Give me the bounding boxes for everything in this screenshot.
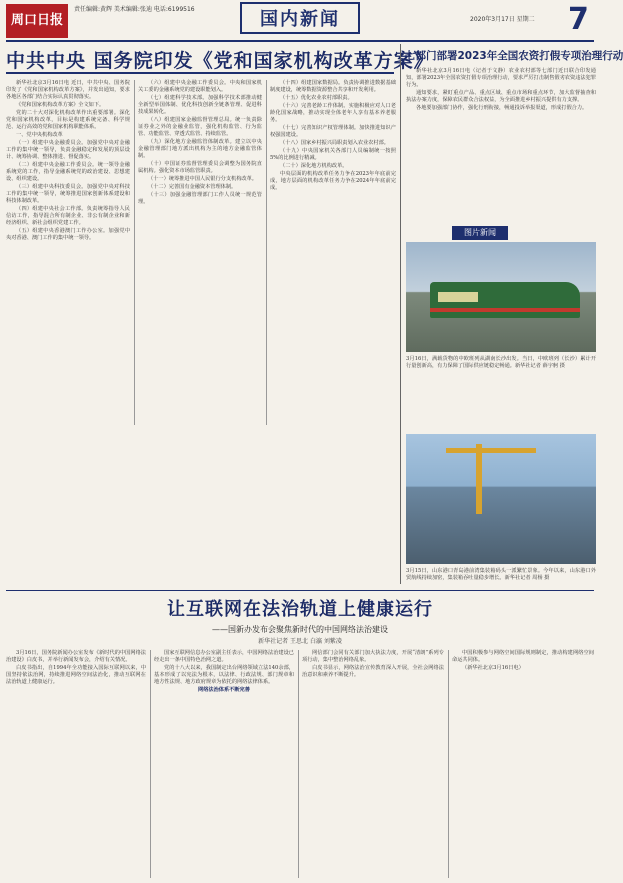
crane-arm-icon — [446, 448, 536, 453]
photo-news-tag: 图片新闻 — [452, 226, 508, 240]
article2-text — [406, 68, 596, 220]
article1-column-1 — [6, 80, 130, 425]
paragraph: 国家互联网信息办公室副主任表示，中国网络法治建设已经走出一条中国特色治网之道。 — [154, 650, 294, 663]
article3-column-3 — [302, 650, 444, 878]
lower-rule — [6, 590, 594, 591]
paragraph: （十）中国证券监督管理委员会调整为国务院直属机构。强化资本市场监管职责。 — [138, 161, 262, 174]
editor-info: 责任编辑:黄辉 美术编辑:张迪 电话:6199516 — [74, 6, 195, 13]
header-rule — [6, 40, 594, 42]
headline-bottom: 让互联网在法治轨道上健康运行 — [167, 599, 433, 620]
column-divider — [266, 80, 267, 425]
subheading: 网络法治体系不断完善 — [198, 687, 250, 693]
paragraph: 新华社北京3月16日电 近日，中共中央、国务院印发了《党和国家机构改革方案》，并发出通知，要求各地区各部门结合实际认真贯彻落实。 — [6, 80, 130, 100]
paragraph: 通知要求，紧盯重点产品、重点区域、重点市场和重点环节，加大监督抽查和执法办案力度，保障农民群众合法权益，为全面推进乡村振兴提供有力支撑。 — [406, 90, 596, 103]
paragraph: 3月16日，国务院新闻办公室发布《新时代的中国网络法治建设》白皮书，并举行新闻发布会，介绍有关情况。 — [6, 650, 146, 663]
article3-column-4 — [452, 650, 594, 878]
train-icon — [430, 282, 580, 318]
paragraph: （八）组建国家金融监督管理总局。统一负责除证券业之外的金融业监管，强化机构监管、行为监管、功能监管、穿透式监管、持续监管。 — [138, 117, 262, 137]
headline-rule — [6, 72, 394, 74]
paragraph: 中央层面的机构改革任务力争在2023年年底前完成，地方层面的机构改革任务力争在2024年年底前完成。 — [270, 171, 396, 191]
photo-caption-2: 3月15日，山东港口青岛港前湾集装箱码头一派繁忙景象。今年以来，山东港口外贸航线持续加密，集装箱吞吐量稳步增长。新华社记者 周杨 摄 — [406, 568, 596, 581]
section-title: 国内新闻 — [240, 2, 360, 34]
paragraph: （十四）组建国家数据局。负责协调推进数据基础制度建设，统筹数据资源整合共享和开发利用。 — [270, 80, 396, 93]
article3-column-1 — [6, 650, 146, 878]
article1-column-3 — [270, 80, 396, 425]
paragraph: （十七）完善知识产权管理体制。加快推进知识产权强国建设。 — [270, 125, 396, 138]
paragraph: （十八）国家乡村振兴局职责划入农业农村部。 — [280, 140, 389, 146]
paragraph: 一、党中央机构改革 — [16, 132, 63, 138]
photo-caption-1: 3月16日，满载货物的中欧班列从湖南长沙出发。当日，中欧班列（长沙）累计开行量创新高，有力保障了国际供应链稳定畅通。新华社记者 薛宇舸 摄 — [406, 356, 596, 369]
paragraph: （十二）完善国有金融资本管理体制。 — [148, 184, 237, 190]
paragraph: （十六）完善老龄工作体制。实施积极应对人口老龄化国家战略，推动实现全体老年人享有基本养老服务。 — [270, 103, 396, 123]
paragraph: （十五）优化农业农村部职责。 — [280, 95, 353, 101]
paragraph: （二）组建中央金融工作委员会。统一领导金融系统党的工作，指导金融系统党的政治建设、思想建设、组织建设。 — [6, 162, 130, 182]
paragraph: （十三）加强金融管理部门工作人员统一规范管理。 — [138, 192, 262, 205]
byline: 新华社记者 王思北 白瀛 刘紫凌 — [258, 638, 342, 645]
paragraph: 白皮书显示，网络法治宣传教育深入开展，全社会网络法治意识和素养不断提升。 — [302, 665, 444, 678]
paragraph: 《党和国家机构改革方案》全文如下。 — [16, 102, 105, 108]
paragraph: （三）组建中央科技委员会。加强党中央对科技工作的集中统一领导，统筹推进国家创新体系建设和科技体制改革。 — [6, 184, 130, 204]
paragraph: 白皮书指出，自1994年全功能接入国际互联网以来，中国坚持依法治网，持续推进网络空间法治化，推动互联网在法治轨道上健康运行。 — [6, 665, 146, 685]
paragraph: 党的二十大对深化机构改革作出重要部署。深化党和国家机构改革，目标是构建系统完备、科学规范、运行高效的党和国家机构职能体系。 — [6, 110, 130, 130]
paragraph: （十一）统筹推进中国人民银行分支机构改革。 — [148, 176, 257, 182]
paragraph: （七）组建科学技术部。加强科学技术部推动健全新型举国体制、优化科技创新全链条管理、促进科技成果转化。 — [138, 95, 262, 115]
paragraph: 新华社北京3月16日电（记者于文静）农业农村部等七部门近日联合印发通知，部署2023年全国农资打假专项治理行动，要求严厉打击制售假劣农资违法犯罪行为。 — [406, 68, 596, 88]
article1-column-2 — [138, 80, 262, 425]
headline-side: 七部门部署2023年全国农资打假专项治理行动 — [405, 50, 623, 62]
paragraph: 中国积极参与网络空间国际规则制定，推动构建网络空间命运共同体。 — [452, 650, 594, 663]
column-divider — [298, 650, 299, 878]
train-photo — [406, 242, 596, 352]
masthead — [0, 0, 600, 42]
paragraph: （五）组建中央香港澳门工作办公室。加强党中央对香港、澳门工作的集中统一领导。 — [6, 228, 130, 241]
page-number: 7 — [568, 2, 589, 37]
paragraph: 各地要加强部门协作，强化行刑衔接，畅通投诉举报渠道，形成打假合力。 — [416, 105, 588, 111]
port-photo — [406, 434, 596, 564]
newspaper-logo: 周口日报 — [6, 4, 68, 38]
subtitle-bottom: ——国新办发布会聚焦新时代的中国网络法治建设 — [212, 625, 388, 634]
paragraph: （一）组建中央金融委员会。加强党中央对金融工作的集中统一领导，负责金融稳定和发展的顶层设计、统筹协调、整体推进、督促落实。 — [6, 140, 130, 160]
paragraph: （二十）深化地方机构改革。 — [280, 163, 348, 169]
column-divider — [134, 80, 135, 425]
paragraph: （四）组建中央社会工作部。负责统筹指导人民信访工作，指导混合所有制企业、非公有制企业和新经济组织、新社会组织党建工作。 — [6, 206, 130, 226]
paragraph: 党的十八大以来，我国制定出台网络领域立法140余部，基本形成了以宪法为根本，以法律、行政法规、部门规章和地方性法规、地方政府规章为依托的网络法律体系。 — [154, 665, 294, 685]
headline-main: 中共中央 国务院印发《党和国家机构改革方案》 — [6, 50, 434, 72]
paragraph: （新华社北京3月16日电） — [462, 665, 524, 671]
column-divider — [150, 650, 151, 878]
section-divider — [400, 44, 401, 584]
issue-date: 2020年3月17日 星期二 — [470, 16, 535, 23]
column-divider — [448, 650, 449, 878]
paragraph: （九）深化地方金融监管体制改革。建立以中央金融管理部门地方派出机构为主的地方金融监管体制。 — [138, 139, 262, 159]
article3-column-2 — [154, 650, 294, 878]
crane-icon — [476, 444, 482, 514]
paragraph: （六）组建中央金融工作委员会。中央和国家机关工委的金融系统党的建设职能划入。 — [138, 80, 262, 93]
paragraph: 网信部门会同有关部门加大执法力度，开展“清朗”系列专项行动，集中整治网络乱象。 — [302, 650, 444, 663]
paragraph: （十九）中央国家机关各部门人员编制统一按照5%的比例进行精减。 — [270, 148, 396, 161]
